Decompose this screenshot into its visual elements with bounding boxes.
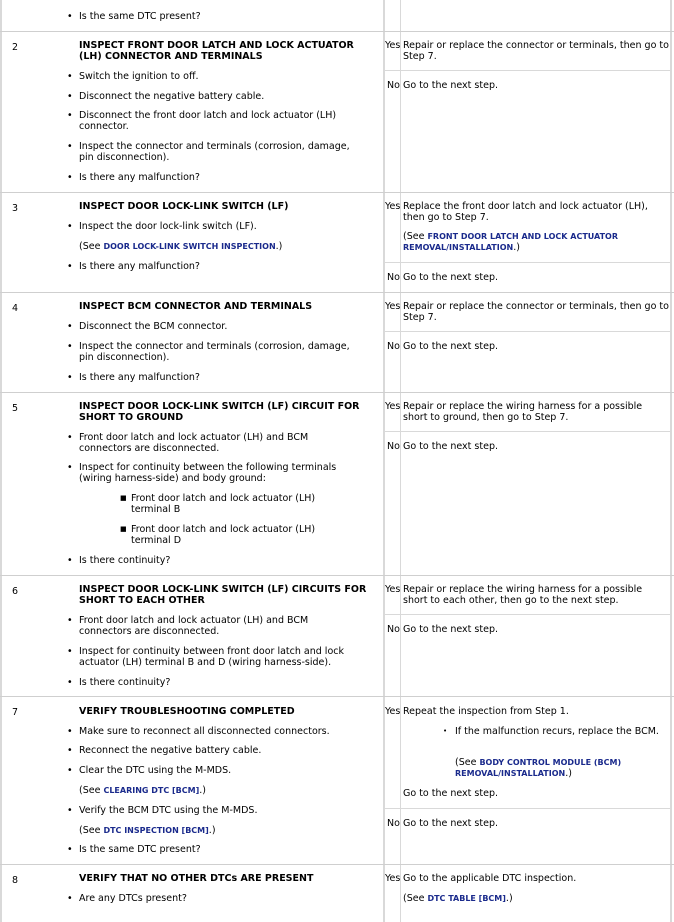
step-title: INSPECT BCM CONNECTOR AND TERMINALS	[79, 301, 313, 312]
yes-action: Go to the applicable DTC inspection.	[403, 873, 577, 884]
no-action: Go to the next step.	[403, 818, 498, 829]
yes-action: Repeat the inspection from Step 1.	[403, 706, 569, 717]
yes-action: Repair or replace the connector or terminals, then go to Step 7.	[403, 301, 669, 323]
yes-label: Yes	[385, 584, 401, 595]
step-number: 3	[12, 203, 19, 214]
table-row: 4 INSPECT BCM CONNECTOR AND TERMINALS • Disconnect the BCM connector. • Inspect the connector and terminals (corrosion, damage, pin disconnection). • Is there any malfunction? Yes Repair or replace the connector or terminals, then go to Step 7. No Go to the next step.	[0, 293, 674, 393]
link-door-lock-link-switch-inspection[interactable]: DOOR LOCK-LINK SWITCH INSPECTION	[103, 242, 276, 251]
table-row: 7 VERIFY TROUBLESHOOTING COMPLETED • Make sure to reconnect all disconnected connectors. • Reconnect the negative battery cable. • Clear the DTC using the M-MDS. (See CLEARING DTC [BCM].) • Verify the BCM DTC using the M-MDS. (See DTC INSPECTION [BCM].) • Is the same DTC present? Yes Repeat the inspection from Step 1. • If the malfunction recurs, replace the BCM. (See BODY CONTROL MODULE (BCM) REMOVAL/INSTALLATION.) Go to the next step. No Go to the next step.	[0, 697, 674, 865]
step-number: 4	[12, 303, 19, 314]
link-clearing-dtc[interactable]: CLEARING DTC [BCM]	[103, 786, 200, 795]
no-label: No	[387, 624, 400, 635]
no-label: No	[387, 441, 400, 452]
no-action: Go to the next step.	[403, 341, 498, 352]
no-action: Go to the next step.	[403, 80, 498, 91]
step-title: INSPECT DOOR LOCK-LINK SWITCH (LF) CIRCUIT FOR SHORT TO GROUND	[79, 401, 360, 423]
no-label: No	[387, 818, 400, 829]
no-action: Go to the next step.	[403, 624, 498, 635]
see-reference: (See DTC TABLE [BCM].)	[403, 893, 513, 904]
table-row: 5 INSPECT DOOR LOCK-LINK SWITCH (LF) CIRCUIT FOR SHORT TO GROUND • Front door latch and lock actuator (LH) and BCM connectors are disconnected. • Inspect for continuity between the following terminals (wiring harness-side) and body ground: ■ Front door latch and lock actuator (LH) terminal B ■ Front door latch and lock actuator (LH) terminal D • Is there continuity? Yes Repair or replace the wiring harness for a possible short to ground, then go to Step 7. No Go to the next step.	[0, 393, 674, 576]
table-row: 8 VERIFY THAT NO OTHER DTCs ARE PRESENT • Are any DTCs present? Yes Go to the applicable DTC inspection. (See DTC TABLE [BCM].)	[0, 865, 674, 922]
step-title: INSPECT DOOR LOCK-LINK SWITCH (LF)	[79, 201, 289, 212]
no-action: Go to the next step.	[403, 272, 498, 283]
step-number: 7	[12, 707, 19, 718]
see-reference: (See DTC INSPECTION [BCM].)	[79, 825, 216, 836]
link-dtc-inspection[interactable]: DTC INSPECTION [BCM]	[103, 826, 209, 835]
step-number: 6	[12, 586, 19, 597]
see-reference: (See FRONT DOOR LATCH AND LOCK ACTUATOR REMOVAL/INSTALLATION.)	[403, 231, 619, 253]
table-row: 3 INSPECT DOOR LOCK-LINK SWITCH (LF) • Inspect the door lock-link switch (LF). (See DOOR LOCK-LINK SWITCH INSPECTION.) • Is there any malfunction? Yes Replace the front door latch and lock actuator (LH), then go to Step 7. (See FRONT DOOR LATCH AND LOCK ACTUATOR REMOVAL/INSTALLATION.) No Go to the next step.	[0, 193, 674, 293]
step-title: INSPECT FRONT DOOR LATCH AND LOCK ACTUATOR (LH) CONNECTOR AND TERMINALS	[79, 40, 354, 62]
step-number: 8	[12, 875, 19, 886]
table-row: 2 INSPECT FRONT DOOR LATCH AND LOCK ACTUATOR (LH) CONNECTOR AND TERMINALS • Switch the ignition to off. • Disconnect the negative battery cable. • Disconnect the front door latch and lock actuator (LH) connector. • Inspect the connector and terminals (corrosion, damage, pin disconnection). • Is there any malfunction? Yes Repair or replace the connector or terminals, then go to Step 7. No Go to the next step.	[0, 32, 674, 193]
yes-action: Replace the front door latch and lock actuator (LH), then go to Step 7.	[403, 201, 648, 223]
step-number: 5	[12, 403, 19, 414]
table-row: • Is the same DTC present?	[0, 0, 674, 32]
yes-label: Yes	[385, 301, 401, 312]
link-dtc-table[interactable]: DTC TABLE [BCM]	[427, 894, 506, 903]
no-label: No	[387, 341, 400, 352]
step-title: VERIFY TROUBLESHOOTING COMPLETED	[79, 706, 295, 717]
yes-label: Yes	[385, 873, 401, 884]
yes-label: Yes	[385, 201, 401, 212]
step-title: VERIFY THAT NO OTHER DTCs ARE PRESENT	[79, 873, 314, 884]
link-bcm-removal[interactable]: BODY CONTROL MODULE (BCM) REMOVAL/INSTALLATION	[455, 758, 622, 778]
no-action: Go to the next step.	[403, 441, 498, 452]
see-reference: (See BODY CONTROL MODULE (BCM) REMOVAL/INSTALLATION.)	[455, 757, 622, 779]
yes-label: Yes	[385, 40, 401, 51]
step-title: INSPECT DOOR LOCK-LINK SWITCH (LF) CIRCUITS FOR SHORT TO EACH OTHER	[79, 584, 367, 606]
yes-tail: Go to the next step.	[403, 788, 498, 799]
see-reference: (See DOOR LOCK-LINK SWITCH INSPECTION.)	[79, 241, 283, 252]
yes-label: Yes	[385, 401, 401, 412]
no-label: No	[387, 272, 400, 283]
yes-label: Yes	[385, 706, 401, 717]
step-number: 2	[12, 42, 19, 53]
yes-action: Repair or replace the wiring harness for a possible short to ground, then go to Step 7.	[403, 401, 643, 423]
yes-action: Repair or replace the wiring harness for a possible short to each other, then go to the next step.	[403, 584, 643, 606]
link-front-door-latch-removal[interactable]: FRONT DOOR LATCH AND LOCK ACTUATOR REMOVAL/INSTALLATION	[403, 232, 619, 252]
no-label: No	[387, 80, 400, 91]
table-row: 6 INSPECT DOOR LOCK-LINK SWITCH (LF) CIRCUITS FOR SHORT TO EACH OTHER • Front door latch and lock actuator (LH) and BCM connectors are disconnected. • Inspect for continuity between front door latch and lock actuator (LH) terminal B and D (wiring harness-side). • Is there continuity? Yes Repair or replace the wiring harness for a possible short to each other, then go to the next step. No Go to the next step.	[0, 576, 674, 697]
see-reference: (See CLEARING DTC [BCM].)	[79, 785, 206, 796]
yes-action: Repair or replace the connector or terminals, then go to Step 7.	[403, 40, 669, 62]
